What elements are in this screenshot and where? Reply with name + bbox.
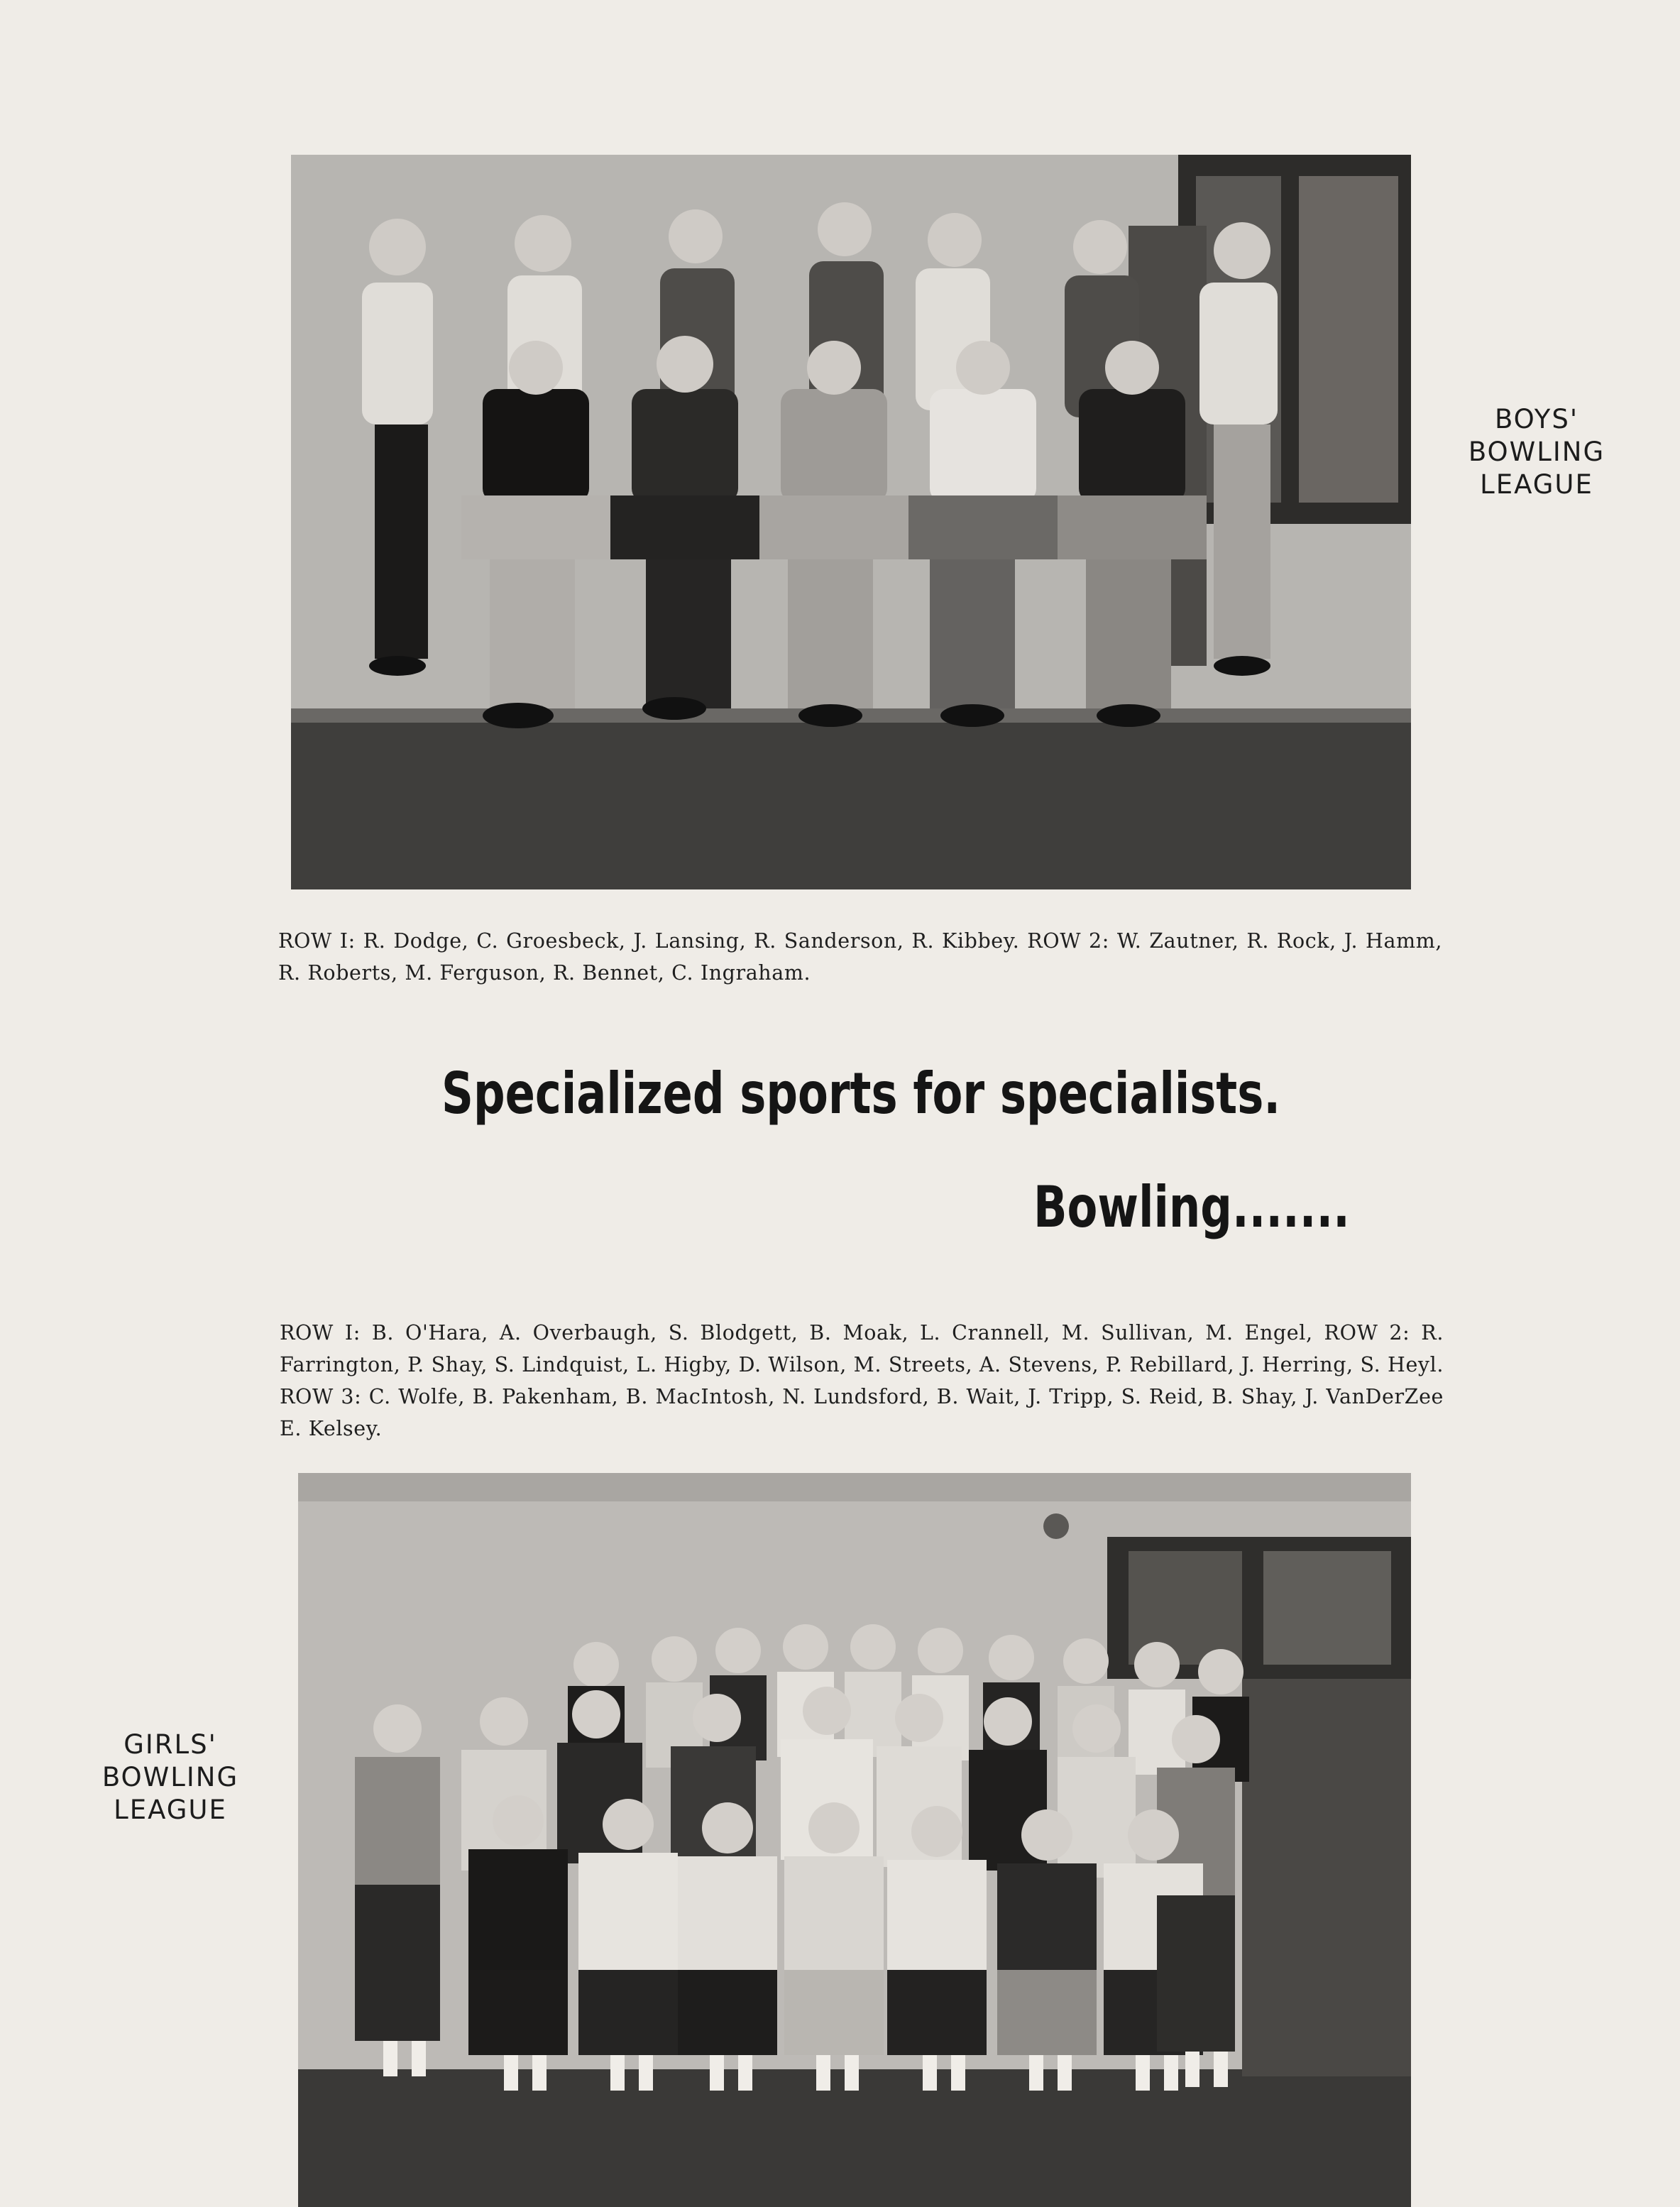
boys-label-line: BOYS' — [1494, 404, 1579, 434]
boys-bowling-league-label — [1448, 403, 1625, 501]
subheadline: Bowling....... — [1033, 1174, 1350, 1240]
boys-label-line: BOWLING — [1468, 437, 1605, 467]
girls-caption: ROW I: B. O'Hara, A. Overbaugh, S. Blodgett, B. Moak, L. Crannell, M. Sullivan, M. Engel, ROW 2: R. Farrington, P. Shay, S. Lindquist, L. Higby, D. Wilson, M. Streets, A. Stevens, P. Rebillard, J. Herring, S. Heyl. ROW 3: C. Wolfe, B. Pakenham, B. MacIntosh, N. Lundsford, B. Wait, J. Tripp, S. Reid, B. Shay, J. VanDerZee E. Kelsey. — [280, 1321, 1444, 1440]
girls-bowling-league-photo — [298, 1473, 1411, 2207]
boys-label-line: LEAGUE — [1480, 469, 1593, 500]
boys-bowling-league-photo — [291, 155, 1411, 889]
boys-caption: ROW I: R. Dodge, C. Groesbeck, J. Lansing, R. Sanderson, R. Kibbey. ROW 2: W. Zautner, R. Rock, J. Hamm, R. Roberts, M. Ferguson, R. Bennet, C. Ingraham. — [278, 929, 1442, 985]
girls-label-line: GIRLS' — [123, 1729, 217, 1760]
girls-bowling-league-label — [78, 1729, 263, 1827]
girls-label-line: BOWLING — [101, 1762, 239, 1792]
girls-label-line: LEAGUE — [114, 1795, 227, 1825]
headline: Specialized sports for specialists. — [441, 1061, 1281, 1127]
